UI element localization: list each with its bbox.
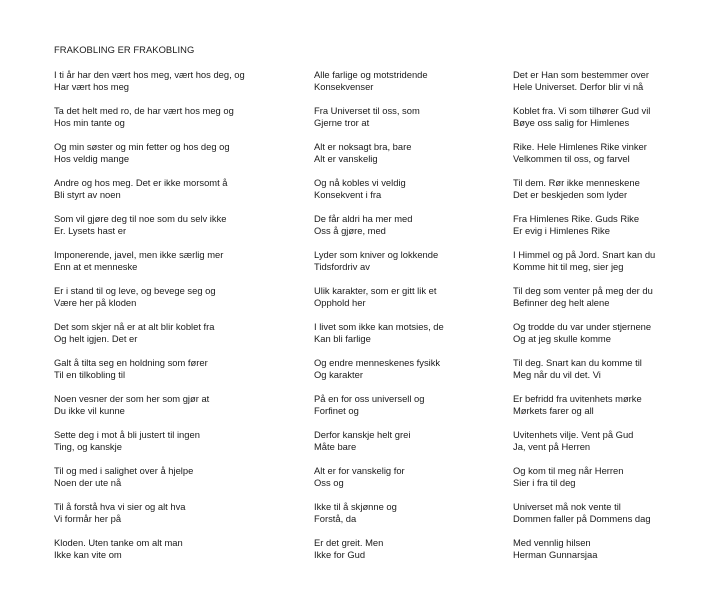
verse-line: Måte bare (314, 441, 357, 452)
stanza (513, 141, 655, 177)
verse-line: Ikke kan vite om (54, 549, 122, 560)
verse-line: Universet må nok vente til (513, 501, 621, 512)
stanza (314, 429, 444, 465)
stanza (314, 249, 444, 285)
verse-line: Oss å gjøre, med (314, 225, 386, 236)
verse-line: Lyder som kniver og lokkende (314, 249, 439, 260)
stanza (513, 321, 655, 357)
verse-line: Det er Han som bestemmer over (513, 69, 649, 80)
stanza (513, 177, 655, 213)
verse-line: Med vennlig hilsen (513, 537, 591, 548)
verse-line: Konsekvenser (314, 81, 374, 92)
verse-line: Befinner deg helt alene (513, 297, 610, 308)
verse-line: Vi formår her på (54, 513, 122, 524)
verse-line: Og at jeg skulle komme (513, 333, 611, 344)
verse-line: Koblet fra. Vi som tilhører Gud vil (513, 105, 651, 116)
stanza (54, 213, 245, 249)
stanza (314, 213, 444, 249)
stanza (513, 537, 655, 573)
stanza (513, 105, 655, 141)
verse-line: Rike. Hele Himlenes Rike vinker (513, 141, 647, 152)
verse-line: Opphold her (314, 297, 366, 308)
verse-line: Ja, vent på Herren (513, 441, 591, 452)
verse-line: Og trodde du var under stjernene (513, 321, 652, 332)
verse-line: Og kom til meg når Herren (513, 465, 624, 476)
verse-line: Gjerne tror at (314, 117, 370, 128)
stanza (513, 285, 655, 321)
stanza (513, 249, 655, 285)
verse-line: I Himmel og på Jord. Snart kan du (513, 249, 656, 260)
stanza (54, 537, 245, 573)
stanza (314, 465, 444, 501)
stanza (54, 141, 245, 177)
verse-line: Hos veldig mange (54, 153, 130, 164)
verse-line: Andre og hos meg. Det er ikke morsomt å (54, 177, 228, 188)
verse-line: Alt er noksagt bra, bare (314, 141, 412, 152)
verse-line: Velkommen til oss, og farvel (513, 153, 630, 164)
stanza (54, 69, 245, 105)
verse-line: Det som skjer nå er at alt blir koblet fra (54, 321, 215, 332)
verse-line: Som vil gjøre deg til noe som du selv ikke (54, 213, 227, 224)
stanza (513, 357, 655, 393)
verse-line: Kloden. Uten tanke om alt man (54, 537, 183, 548)
stanza (54, 105, 245, 141)
verse-line: Hos min tante og (54, 117, 125, 128)
verse-line: Herman Gunnarsjaa (513, 549, 598, 560)
verse-line: Er det greit. Men (314, 537, 384, 548)
stanza (513, 393, 655, 429)
verse-line: Forstå, da (314, 513, 357, 524)
verse-line: Til deg. Snart kan du komme til (513, 357, 642, 368)
verse-line: Hele Universet. Derfor blir vi nå (513, 81, 644, 92)
verse-line: Til dem. Rør ikke menneskene (513, 177, 640, 188)
stanza (314, 285, 444, 321)
verse-line: Sier i fra til deg (513, 477, 576, 488)
stanza (54, 321, 245, 357)
verse-line: Og helt igjen. Det er (54, 333, 138, 344)
verse-line: Meg når du vil det. Vi (513, 369, 601, 380)
stanza (54, 393, 245, 429)
verse-line: Til å forstå hva vi sier og alt hva (54, 501, 186, 512)
stanza (54, 285, 245, 321)
poem-title: FRAKOBLING ER FRAKOBLING (54, 44, 195, 55)
verse-line: Imponerende, javel, men ikke særlig mer (54, 249, 224, 260)
verse-line: Mørkets farer og all (513, 405, 594, 416)
verse-line: Enn at et menneske (54, 261, 138, 272)
stanza (54, 177, 245, 213)
verse-line: Fra Himlenes Rike. Guds Rike (513, 213, 640, 224)
poem-column-3 (513, 69, 655, 573)
verse-line: Ikke for Gud (314, 549, 366, 560)
verse-line: Ulik karakter, som er gitt lik et (314, 285, 437, 296)
stanza (54, 429, 245, 465)
stanza (314, 393, 444, 429)
verse-line: Oss og (314, 477, 344, 488)
verse-line: De får aldri ha mer med (314, 213, 413, 224)
verse-line: Er befridd fra uvitenhets mørke (513, 393, 642, 404)
stanza (314, 501, 444, 537)
stanza (314, 357, 444, 393)
verse-line: I livet som ikke kan motsies, de (314, 321, 444, 332)
verse-line: Til og med i salighet over å hjelpe (54, 465, 194, 476)
verse-line: Alt er for vanskelig for (314, 465, 405, 476)
verse-line: Er evig i Himlenes Rike (513, 225, 610, 236)
verse-line: Derfor kanskje helt grei (314, 429, 411, 440)
verse-line: Er i stand til og leve, og bevege seg og (54, 285, 216, 296)
stanza (314, 141, 444, 177)
verse-line: Tidsfordriv av (314, 261, 370, 272)
stanza (54, 501, 245, 537)
verse-line: Ta det helt med ro, de har vært hos meg og (54, 105, 234, 116)
verse-line: Og karakter (314, 369, 363, 380)
verse-line: Uvitenhets vilje. Vent på Gud (513, 429, 634, 440)
verse-line: Ikke til å skjønne og (314, 501, 397, 512)
verse-line: Du ikke vil kunne (54, 405, 125, 416)
verse-line: Bøye oss salig for Himlenes (513, 117, 630, 128)
verse-line: På en for oss universell og (314, 393, 425, 404)
verse-line: Ting, og kanskje (54, 441, 122, 452)
stanza (314, 177, 444, 213)
verse-line: Og endre menneskenes fysikk (314, 357, 441, 368)
stanza (314, 105, 444, 141)
stanza (314, 537, 444, 573)
verse-line: Komme hit til meg, sier jeg (513, 261, 624, 272)
verse-line: Kan bli farlige (314, 333, 371, 344)
stanza (54, 249, 245, 285)
stanza (314, 69, 444, 105)
verse-line: Og nå kobles vi veldig (314, 177, 406, 188)
verse-line: Alt er vanskelig (314, 153, 378, 164)
verse-line: Har vært hos meg (54, 81, 130, 92)
verse-line: Til en tilkobling til (54, 369, 126, 380)
poem-column-2 (314, 69, 444, 573)
verse-line: Bli styrt av noen (54, 189, 121, 200)
verse-line: Være her på kloden (54, 297, 137, 308)
stanza (54, 357, 245, 393)
verse-line: Forfinet og (314, 405, 359, 416)
stanza (54, 465, 245, 501)
verse-line: Noen der ute nå (54, 477, 122, 488)
stanza (513, 501, 655, 537)
verse-line: Og min søster og min fetter og hos deg og (54, 141, 230, 152)
verse-line: Fra Universet til oss, som (314, 105, 420, 116)
verse-line: Galt å tilta seg en holdning som fører (54, 357, 208, 368)
stanza (513, 69, 655, 105)
verse-line: Det er beskjeden som lyder (513, 189, 628, 200)
verse-line: Alle farlige og motstridende (314, 69, 428, 80)
verse-line: Til deg som venter på meg der du (513, 285, 653, 296)
verse-line: Dommen faller på Dommens dag (513, 513, 651, 524)
stanza (513, 213, 655, 249)
verse-line: Konsekvent i fra (314, 189, 382, 200)
verse-line: Sette deg i mot å bli justert til ingen (54, 429, 200, 440)
verse-line: Er. Lysets hast er (54, 225, 127, 236)
verse-line: Noen vesner der som her som gjør at (54, 393, 210, 404)
stanza (513, 429, 655, 465)
stanza (513, 465, 655, 501)
stanza (314, 321, 444, 357)
poem-column-1 (54, 69, 245, 573)
verse-line: I ti år har den vært hos meg, vært hos deg, og (54, 69, 245, 80)
